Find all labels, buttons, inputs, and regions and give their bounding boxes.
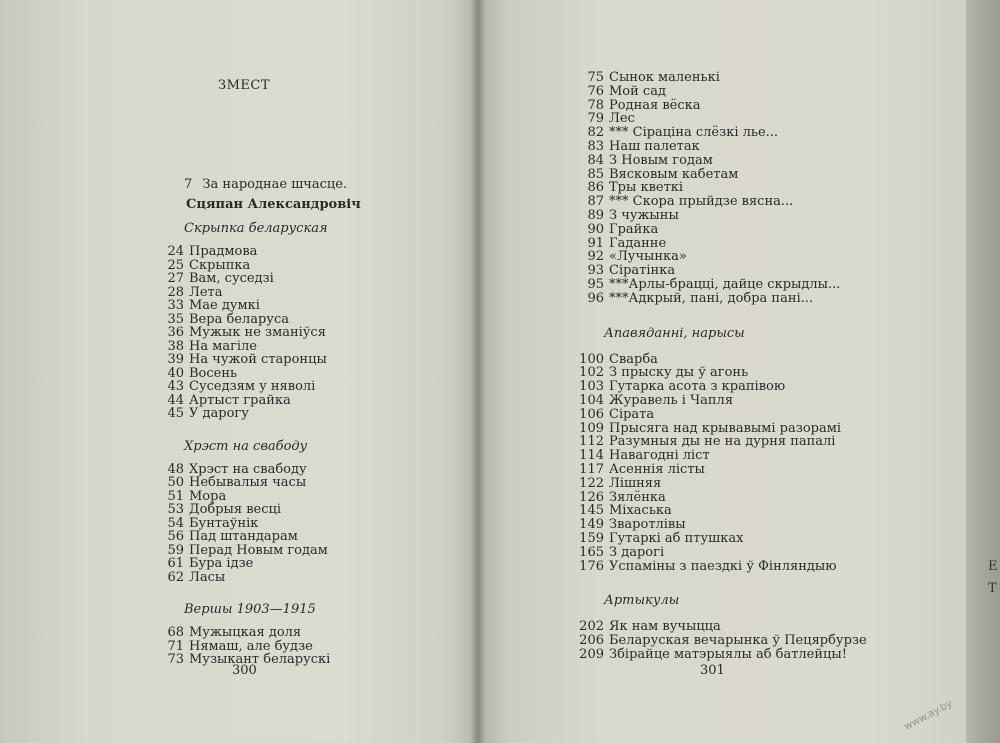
- entry-page-number: 106: [579, 406, 604, 422]
- toc-entry: [184, 178, 347, 192]
- toc-entry: [574, 223, 658, 237]
- entry-title: Бура ідзе: [189, 556, 254, 571]
- entry-page-number: 62: [167, 569, 184, 585]
- toc-entry: [157, 245, 257, 259]
- entry-title: На магіле: [189, 338, 258, 354]
- entry-page-number: 112: [579, 434, 604, 450]
- entry-page-number: 86: [587, 180, 604, 196]
- entry-title: Перад Новым годам: [189, 542, 328, 558]
- entry-page-number: 176: [579, 558, 604, 574]
- toc-entry: [574, 195, 793, 209]
- toc-entry: [574, 532, 743, 546]
- entry-page-number: 91: [587, 235, 604, 251]
- toc-entry: [574, 154, 713, 168]
- toc-entry: [157, 353, 327, 367]
- toc-entry: [574, 546, 664, 560]
- page-number: 300: [232, 663, 257, 678]
- entry-title: З дарогі: [609, 544, 665, 560]
- next-page-edge-text: Е Т: [988, 559, 998, 596]
- entry-title: Лішняя: [609, 475, 662, 491]
- entry-page-number: 50: [167, 475, 184, 490]
- toc-entry: [157, 557, 253, 571]
- entry-page-number: 51: [167, 488, 184, 504]
- entry-title: З прыску ды ў агонь: [609, 365, 749, 381]
- section-title: Скрыпка беларуская: [184, 221, 328, 236]
- section-title: Вершы 1903—1915: [184, 602, 316, 617]
- entry-title: Хрэст на свабоду: [189, 461, 307, 477]
- entry-title: Прадмова: [189, 244, 258, 259]
- entry-title: Вясковым кабетам: [609, 166, 739, 182]
- entry-title: Бунтаўнік: [189, 515, 259, 531]
- entry-title: *** Сірацiна слёзкі лье...: [609, 125, 779, 141]
- entry-title: Гаданне: [609, 235, 667, 251]
- toc-entry: [574, 463, 705, 477]
- page-number: 301: [700, 663, 725, 678]
- entry-title: Разумныя ды не на дурня папалі: [609, 434, 836, 450]
- entry-page-number: 35: [167, 311, 184, 327]
- entry-page-number: 45: [167, 406, 184, 421]
- toc-entry: [574, 278, 840, 292]
- entry-page-number: 79: [587, 111, 604, 127]
- entry-title: Мой сад: [609, 83, 666, 99]
- entry-page-number: 202: [579, 619, 604, 635]
- right-page: [478, 0, 970, 743]
- entry-page-number: 122: [579, 475, 604, 491]
- entry-title: Успаміны з паездкі ў Фінляндыю: [609, 558, 837, 574]
- entry-title: За народнае шчасце.: [202, 177, 348, 192]
- entry-page-number: 90: [587, 221, 604, 237]
- entry-page-number: 28: [167, 284, 184, 300]
- entry-page-number: 7: [184, 177, 193, 192]
- toc-entry: [574, 71, 720, 85]
- entry-title: У дарогу: [189, 406, 249, 421]
- entry-title: Скрыпка: [189, 257, 251, 273]
- entry-title: ***Адкрый, пані, добра пані...: [609, 290, 814, 306]
- toc-entry: [574, 648, 847, 662]
- entry-page-number: 126: [579, 489, 604, 505]
- entry-page-number: 24: [167, 244, 184, 259]
- toc-entry: [157, 626, 301, 640]
- entry-page-number: 114: [579, 448, 604, 464]
- toc-entry: [157, 407, 249, 421]
- watermark: www.ay.by: [902, 698, 955, 733]
- entry-title: Добрыя весці: [189, 502, 282, 517]
- entry-page-number: 78: [587, 97, 604, 113]
- entry-title: Ласы: [189, 569, 226, 585]
- entry-title: Наш палетак: [609, 139, 700, 154]
- entry-title: *** Скора прыйдзе вясна...: [609, 194, 794, 210]
- entry-page-number: 85: [587, 166, 604, 182]
- entry-page-number: 206: [579, 633, 604, 649]
- entry-page-number: 96: [587, 290, 604, 306]
- entry-title: Восень: [189, 365, 238, 381]
- entry-title: Навагодні ліст: [609, 448, 710, 464]
- toc-entry: [157, 326, 326, 340]
- next-page-edge: [966, 0, 1000, 743]
- entry-page-number: 159: [579, 531, 604, 546]
- entry-title: З чужыны: [609, 208, 679, 223]
- entry-title: Мужыцкая доля: [189, 625, 302, 640]
- entry-page-number: 145: [579, 503, 604, 519]
- entry-page-number: 27: [167, 271, 184, 286]
- section-title: Апавяданні, нарысы: [604, 325, 745, 341]
- entry-page-number: 71: [167, 638, 184, 654]
- entry-title: Музыкант беларускі: [189, 652, 331, 667]
- entry-title: ***Арлы-брацці, дайце скрыдлы...: [609, 277, 841, 292]
- entry-page-number: 73: [167, 652, 184, 667]
- entry-page-number: 109: [579, 420, 604, 436]
- toc-entry: [574, 209, 679, 223]
- toc-entry: [574, 408, 654, 422]
- entry-page-number: 104: [579, 393, 604, 408]
- entry-page-number: 209: [579, 647, 604, 662]
- entry-title: Журавель і Чапля: [609, 393, 734, 408]
- toc-entry: [574, 477, 661, 491]
- entry-title: На чужой старонцы: [189, 352, 327, 367]
- entry-page-number: 89: [587, 208, 604, 223]
- entry-title: Гутаркі аб птушках: [609, 531, 744, 546]
- entry-title: Беларуская вечарынка ў Пецярбурзе: [609, 633, 867, 649]
- toc-entry: [157, 380, 315, 394]
- entry-title: Зваротлівы: [609, 517, 686, 533]
- entry-title: Як нам вучыцца: [609, 619, 721, 635]
- entry-page-number: 82: [587, 125, 604, 141]
- book-gutter: [470, 0, 486, 743]
- entry-page-number: 95: [587, 277, 604, 292]
- entry-page-number: 68: [167, 625, 184, 640]
- entry-page-number: 56: [167, 529, 184, 544]
- entry-title: Прысяга над крывавымі разорамі: [609, 420, 841, 436]
- entry-title: Небывалыя часы: [189, 475, 307, 490]
- toc-entry: [157, 272, 274, 286]
- entry-page-number: 44: [167, 392, 184, 408]
- entry-title: Грайка: [609, 221, 659, 237]
- entry-title: Сіратiнка: [609, 263, 676, 279]
- section-title: Артыкулы: [604, 593, 680, 609]
- entry-page-number: 38: [167, 338, 184, 354]
- toc-entry: [574, 292, 813, 306]
- entry-title: Артыст грайка: [189, 392, 291, 408]
- entry-title: Мужык не зманіўся: [189, 325, 326, 340]
- entry-title: Гутарка асота з крапівою: [609, 379, 786, 395]
- entry-page-number: 48: [167, 461, 184, 477]
- entry-title: Вам, суседзі: [189, 271, 274, 286]
- toc-entry: [574, 140, 700, 154]
- entry-page-number: 59: [167, 542, 184, 558]
- entry-title: Тры кветкі: [609, 180, 684, 196]
- entry-page-number: 83: [587, 139, 604, 154]
- entry-page-number: 117: [579, 462, 604, 477]
- entry-title: З Новым годам: [609, 152, 713, 168]
- entry-page-number: 103: [579, 379, 604, 395]
- toc-entry: [574, 560, 837, 574]
- entry-page-number: 43: [167, 379, 184, 394]
- entry-page-number: 93: [587, 263, 604, 279]
- entry-page-number: 165: [579, 544, 604, 560]
- entry-title: Сірата: [609, 406, 655, 422]
- left-page: [0, 0, 478, 743]
- entry-page-number: 100: [579, 351, 604, 367]
- entry-title: Мора: [189, 488, 227, 504]
- entry-page-number: 102: [579, 365, 604, 381]
- entry-title: Мае думкі: [189, 298, 260, 313]
- entry-title: Суседзям у няволі: [189, 379, 316, 394]
- entry-page-number: 53: [167, 502, 184, 517]
- entry-title: Вера беларуса: [189, 311, 289, 327]
- entry-title: Зялёнка: [609, 489, 666, 505]
- toc-entry: [157, 530, 298, 544]
- entry-page-number: 61: [167, 556, 184, 571]
- entry-page-number: 54: [167, 515, 184, 531]
- entry-page-number: 92: [587, 249, 604, 265]
- entry-title: Збірайце матэрыялы аб батлейцы!: [609, 647, 847, 662]
- entry-title: Нямаш, але будзе: [189, 638, 313, 654]
- entry-title: Лес: [609, 111, 635, 127]
- section-title: Хрэст на свабоду: [184, 438, 308, 454]
- toc-entry: [157, 299, 260, 313]
- contents-heading: ЗМЕСТ: [218, 78, 271, 93]
- entry-title: Пад штандарам: [189, 529, 298, 544]
- entry-page-number: 76: [587, 83, 604, 99]
- entry-title: Асеннія лісты: [609, 462, 705, 477]
- entry-title: Родная вёска: [609, 97, 701, 113]
- entry-page-number: 40: [167, 365, 184, 381]
- entry-page-number: 87: [587, 194, 604, 210]
- author-name: Сцяпан Александровіч: [186, 197, 361, 212]
- entry-page-number: 39: [167, 352, 184, 367]
- entry-page-number: 33: [167, 298, 184, 313]
- entry-title: Сынок маленькі: [609, 70, 720, 85]
- entry-title: Сварба: [609, 351, 658, 367]
- entry-title: «Лучынка»: [609, 249, 687, 265]
- entry-title: Лета: [189, 284, 223, 300]
- entry-page-number: 75: [587, 70, 604, 85]
- entry-title: Міхаська: [609, 503, 672, 519]
- entry-page-number: 25: [167, 257, 184, 273]
- toc-entry: [157, 503, 281, 517]
- entry-page-number: 36: [167, 325, 184, 340]
- toc-entry: [157, 476, 306, 490]
- toc-entry: [574, 394, 733, 408]
- toc-entry: [574, 85, 666, 99]
- toc-entry: [157, 571, 225, 585]
- entry-page-number: 84: [587, 152, 604, 168]
- entry-page-number: 149: [579, 517, 604, 533]
